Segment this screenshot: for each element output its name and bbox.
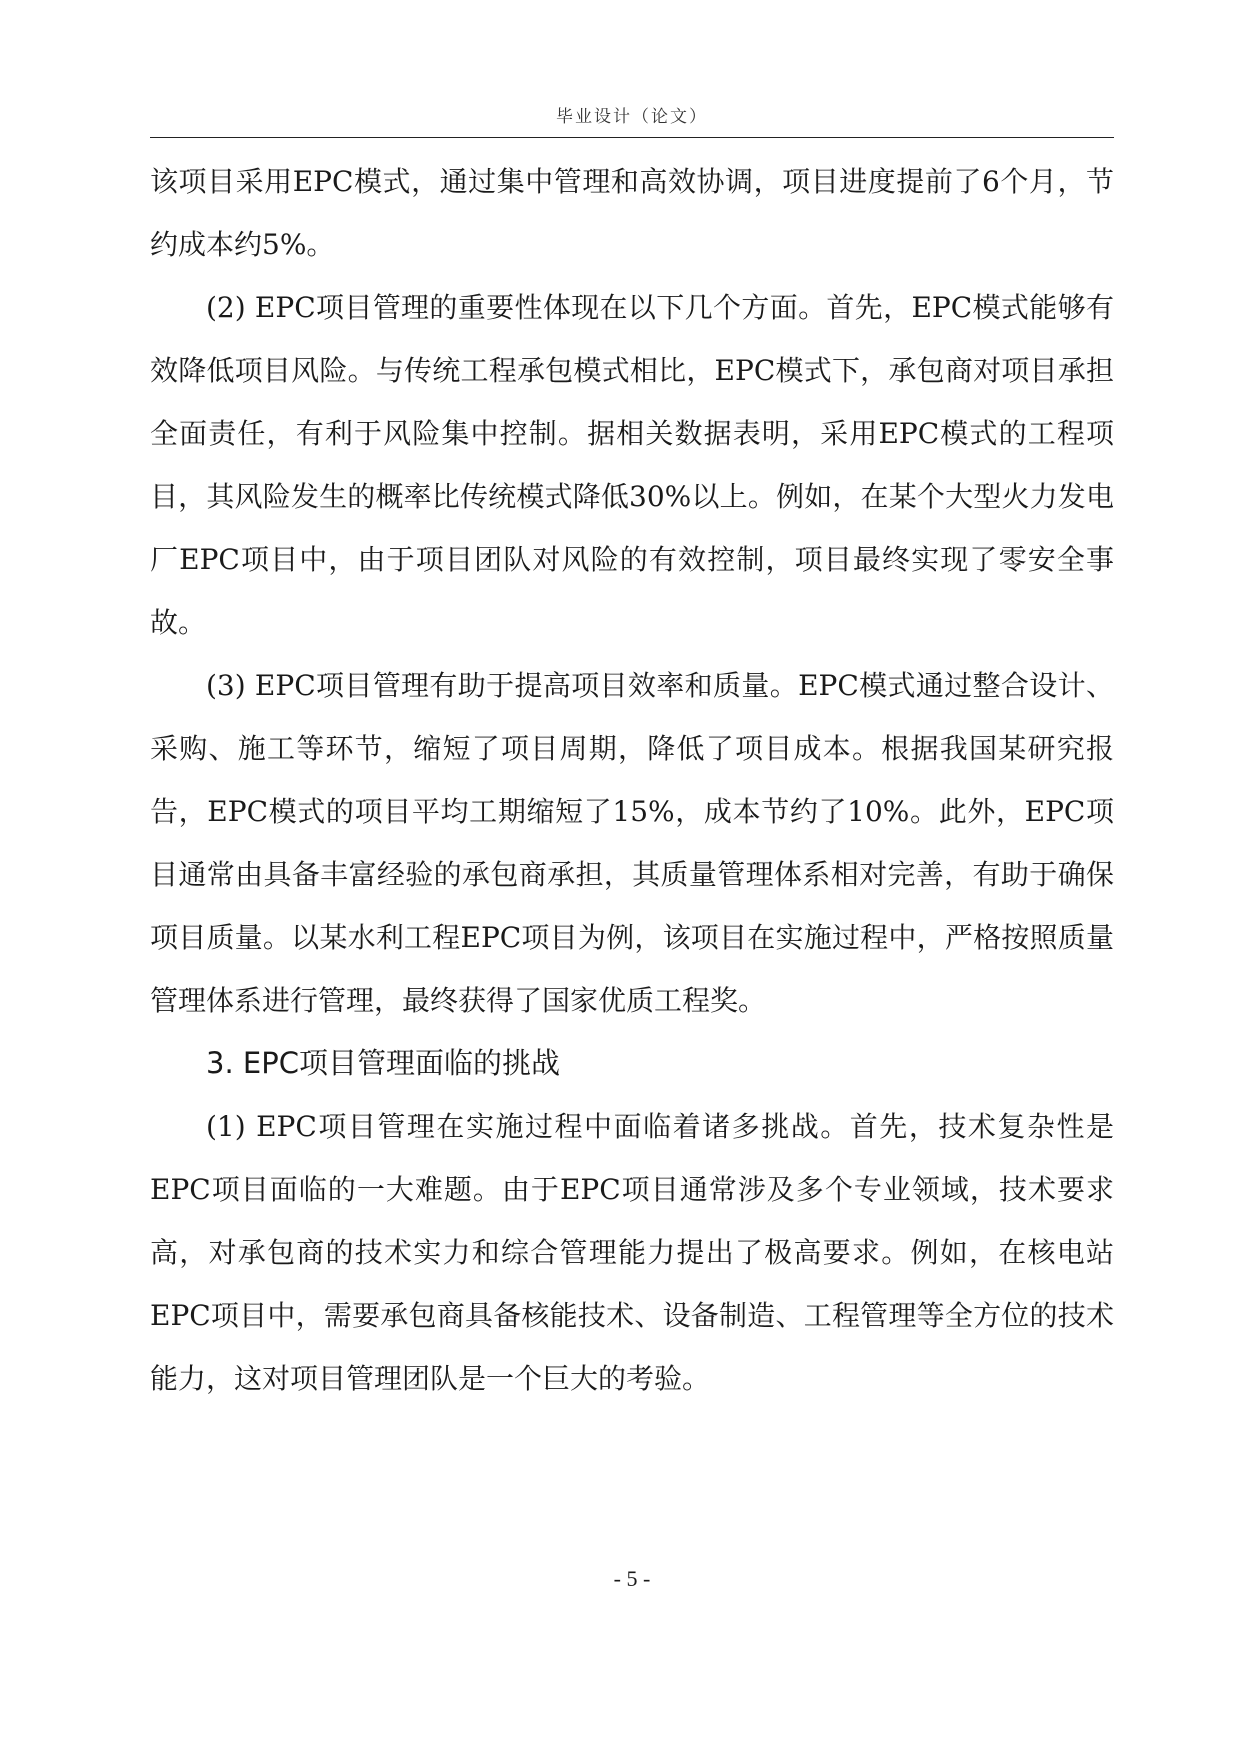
paragraph-efficiency-quality: (3) EPC项目管理有助于提高项目效率和质量。EPC模式通过整合设计、采购、施工等环节，缩短了项目周期，降低了项目成本。根据我国某研究报告，EPC模式的项目平均工期缩短了15%，成本节约了10%。此外，EPC项目通常由具备丰富经验的承包商承担，其质量管理体系相对完善，有助于确保项目质量。以某水利工程EPC项目为例，该项目在实施过程中，严格按照质量管理体系进行管理，最终获得了国家优质工程奖。 [150,669,1114,1017]
page-header-title: 毕业设计（论文） [556,107,708,127]
header-divider [150,137,1114,138]
paragraph-importance: (2) EPC项目管理的重要性体现在以下几个方面。首先，EPC模式能够有效降低项目风险。与传统工程承包模式相比，EPC模式下，承包商对项目承担全面责任，有利于风险集中控制。据相关数据表明，采用EPC模式的工程项目，其风险发生的概率比传统模式降低30%以上。例如，在某个大型火力发电厂EPC项目中，由于项目团队对风险的有效控制，项目最终实现了零安全事故。 [150,291,1114,639]
section-heading: 3. EPC项目管理面临的挑战 [206,1046,560,1080]
paragraph-challenges: (1) EPC项目管理在实施过程中面临着诸多挑战。首先，技术复杂性是EPC项目面临的一大难题。由于EPC项目通常涉及多个专业领域，技术要求高，对承包商的技术实力和综合管理能力提出了极高要求。例如，在核电站EPC项目中，需要承包商具备核能技术、设备制造、工程管理等全方位的技术能力，这对项目管理团队是一个巨大的考验。 [150,1110,1114,1395]
page-number: - 5 - [613,1566,651,1591]
document-body [150,150,1114,1410]
paragraph-continuation: 该项目采用EPC模式，通过集中管理和高效协调，项目进度提前了6个月，节约成本约5%。 [150,165,1114,261]
